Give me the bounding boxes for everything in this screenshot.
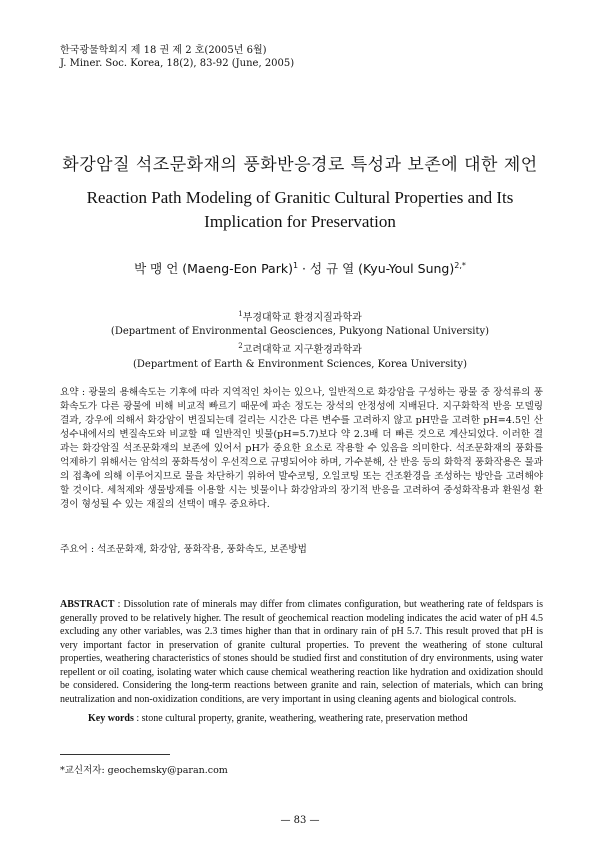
affiliation-2-english: (Department of Earth & Environment Sciences, Korea University)	[133, 358, 467, 370]
keywords-english-text: stone cultural property, granite, weathering, weathering rate, preservation method	[141, 713, 468, 724]
title-english: Reaction Path Modeling of Granitic Cultural Properties and Its Implication for Preservation	[86, 188, 514, 231]
keywords-english-label: Key words	[88, 713, 134, 724]
affiliation-2-korean: $^2$고려대학교 지구환경과학과	[238, 342, 362, 356]
abstract-korean-text: 광물의 용해속도는 기후에 따라 지역적인 차이는 있으나, 일반적으로 화강암을 구성하는 광물 중 장석류의 풍화속도가 다른 광물에 비해 비교적 빠르기 때문에 파손 정도는 장석의 안정성에 지배된다. 지구화학적 반응 모델링 결과, 강우에 의해서 화강암이 변질되는데 걸리는 시간은 다른 변수를 고려하지 않고 pH만을 고려한 pH=4.5인 산성수내에서의 변질속도와 비교할 때 일반적인 빗물(pH=5.7)보다 약 2.3배 더 빠른 것으로 계산되었다. 이러한 결과는 화강암질 석조문화재의 보존에 있어서 pH가 중요한 요소로 작용할 수 있음을 의미한다. 석조문화재의 풍화를 억제하기 위해서는 암석의 풍화특성이 우선적으로 규명되어야 하며, 가수분해, 산 반응 등의 화학적 풍화작용은 물과의 접촉에 의해 이루어지므로 물을 차단하기 위하여 발수코팅, 오일코팅 또는 건조환경을 조성하는 방안을 고려해야 할 것이다. 세척제와 생물방제를 이용할 시는 빗물이나 화강암과의 장기적 반응을 고려하여 중성화작용과 환원성 환경이 형성될 수 있는 재질의 선택이 매우 중요하다.	[60, 387, 543, 510]
corresponding-author-footnote: *교신저자: geochemsky@paran.com	[60, 765, 228, 776]
abstract-korean: 요약 : 광물의 용해속도는 기후에 따라 지역적인 차이는 있으나, 일반적으로 화강암을 구성하는 광물 중 장석류의 풍화속도가 다른 광물에 비해 비교적 빠르기 때문에 파손 정도는 장석의 안정성에 지배된다. 지구화학적 반응 모델링 결과, 강우에 의해서 화강암이 변질되는데 걸리는 시간은 다른 변수를 고려하지 않고 pH만을 고려한 pH=4.5인 산성수내에서의 변질속도와 비교할 때 일반적인 빗물(pH=5.7)보다 약 2.3배 더 빠른 것으로 계산되었다. 이러한 결과는 화강암질 석조문화재의 보존에 있어서 pH가 중요한 요소로 작용할 수 있음을 의미한다. 석조문화재의 풍화를 억제하기 위해서는 암석의 풍화특성이 우선적으로 규명되어야 하며, 가수분해, 산 반응 등의 화학적 풍화작용은 물과의 접촉에 의해 이루어지므로 물을 차단하기 위하여 발수코팅, 오일코팅 또는 건조환경을 조성하는 방안을 고려해야 할 것이다. 세척제와 생물방제를 이용할 시는 빗물이나 화강암과의 장기적 반응을 고려하여 중성화작용과 환원성 환경이 형성될 수 있는 재질의 선택이 매우 중요하다.	[60, 387, 543, 510]
author-line	[0, 259, 600, 277]
title-korean: 화강암질 석조문화재의 풍화반응경로 특성과 보존에 대한 제언	[62, 155, 538, 175]
journal-line-korean: 한국광물학회지 제 18 권 제 2 호(2005년 6월)	[60, 45, 267, 56]
footnote-divider	[60, 754, 170, 755]
author-1-sup: 1	[292, 260, 299, 270]
abstract-english: ABSTRACT : Dissolution rate of minerals may differ from climates configuration, but weathering rate of feldspars is generally proved to be relatively higher. The result of geochemical reaction modeling indicates the acid water of pH 4.5 excluding any other variables, was 2.3 times higher than that in ordinary rain of pH 5.7. This result proved that pH is very important factor in preservation of granite cultural properties. To prevent the weathering of stone cultural properties, weathering characteristics of stones should be studied first and constitution of dry environments, using water repellent or oil coating, isolating water which cause chemical weathering reaction like hydration and oxidization should be considered. Considering the long-term reactions between granite and rain, selection of materials, which can bring neutralization and non-oxidization conditions, are very important in using cleaning agents and biological controls.	[60, 599, 543, 705]
author-2-name: 성 규 열 (Kyu-Youl Sung)	[309, 261, 455, 276]
abstract-english-label: ABSTRACT	[60, 599, 115, 610]
abstract-korean-label: 요약	[60, 387, 79, 398]
abstract-english-text: Dissolution rate of minerals may differ from climates configuration, but weathering rate of feldspars is generally proved to be relatively higher. The result of geochemical reaction modeling indicates the acid water of pH 4.5 excluding any other variables, was 2.3 times higher than that in ordinary rain of pH 5.7. This result proved that pH is very important factor in preservation of granite cultural properties. To prevent the weathering of stone cultural properties, weathering characteristics of stones should be studied first and constitution of dry environments, using water repellent or oil coating, isolating water which cause chemical weathering reaction like hydration and oxidization should be considered. Considering the long-term reactions between granite and rain, selection of materials, which can bring neutralization and non-oxidization conditions, are very important in using cleaning agents and biological controls.	[60, 599, 543, 705]
author-1-name: 박 맹 언 (Maeng-Eon Park)	[134, 261, 293, 276]
keywords-korean-label: 주요어	[60, 544, 88, 555]
affiliations	[0, 307, 600, 372]
author-separator: ·	[298, 261, 310, 276]
affiliation-1-english: (Department of Environmental Geosciences, Pukyong National University)	[110, 326, 490, 338]
keywords-english: Key words : stone cultural property, granite, weathering, weathering rate, preservation method	[88, 713, 468, 724]
keywords-korean-text: 석조문화재, 화강암, 풍화작용, 풍화속도, 보존방법	[97, 544, 307, 555]
author-2-sup: 2,*	[454, 260, 466, 270]
journal-header	[60, 44, 294, 70]
keywords-korean: 주요어 : 석조문화재, 화강암, 풍화작용, 풍화속도, 보존방법	[60, 544, 307, 555]
page-number: — 83 —	[280, 815, 320, 826]
journal-line-english: J. Miner. Soc. Korea, 18(2), 83-92 (June, 2005)	[60, 58, 295, 69]
affiliation-1-korean: $^1$부경대학교 환경지질과학과	[238, 310, 362, 324]
